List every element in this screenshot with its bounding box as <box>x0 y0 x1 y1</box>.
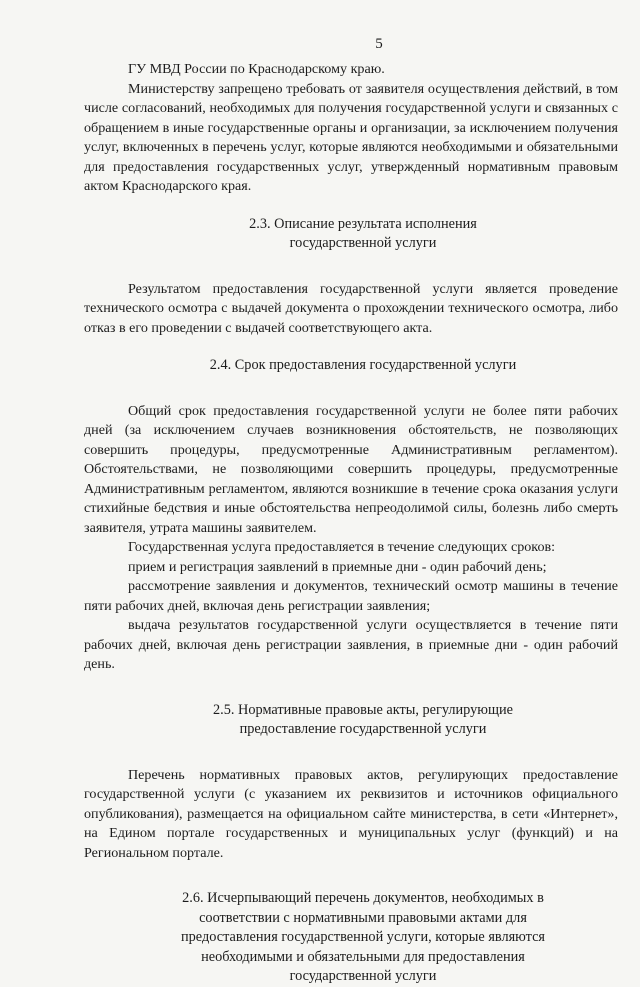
section-2-5-heading-line1: 2.5. Нормативные правовые акты, регулирующие <box>213 701 513 718</box>
section-2-6-heading-line4: необходимыми и обязательными для предоставления <box>201 948 525 965</box>
section-2-4-paragraph-3: прием и регистрация заявлений в приемные дни - один рабочий день; <box>128 558 547 575</box>
section-2-6-heading <box>84 889 618 987</box>
section-2-3-text: Результатом предоставления государственной услуги является проведение технического осмотра с выдачей документа о прохождении технического осмотра, либо отказ в его проведении с выдачей соответствующего акта. <box>84 280 618 336</box>
document-body <box>84 60 618 987</box>
paragraph-prohibition: Министерству запрещено требовать от заявителя осуществления действий, в том числе согласований, необходимых для получения государственной услуги и связанных с обращением в иные государственные органы и организации, за исключением получения услуг, включенных в перечень услуг, которые являются необходимыми и обязательными для предоставления государственных услуг, утвержденный нормативным правовым актом Краснодарского края. <box>84 80 618 194</box>
section-2-6-heading-line3: предоставления государственной услуги, которые являются <box>181 929 545 945</box>
section-2-4-paragraph-2: Государственная услуга предоставляется в течение следующих сроков: <box>128 539 556 555</box>
section-2-6-heading-line1: 2.6. Исчерпывающий перечень документов, необходимых в <box>182 890 544 906</box>
section-2-3-heading-line1: 2.3. Описание результата исполнения <box>249 215 477 232</box>
section-2-3-heading <box>84 215 618 254</box>
section-2-5-heading-line2: предоставление государственной услуги <box>239 721 487 737</box>
section-2-4-paragraph-4: рассмотрение заявления и документов, технический осмотр машины в течение пяти рабочих дней, включая день регистрации заявления; <box>84 578 618 614</box>
section-2-5-text: Перечень нормативных правовых актов, регулирующих предоставление государственной услуги (с указанием их реквизитов и источников официального опубликования), размещается на официальном сайте министерства, в сети «Интернет», на Едином портале государственных и муниципальных услуг (функций) и на Региональном портале. <box>84 766 618 861</box>
section-2-3-heading-line2: государственной услуги <box>289 235 437 251</box>
section-2-5-heading <box>84 701 618 740</box>
section-2-4-paragraph-1: Общий срок предоставления государственной услуги не более пяти рабочих дней (за исключением случаев возникновения обстоятельств, не позволяющих совершить процедуры, предусмотренные Административным регламентом). Обстоятельствами, не позволяющими совершить процедуры, предусмотренные Административным регламентом, являются возникшие в течение срока оказания услуги стихийные бедствия и иные обстоятельства непреодолимой силы, болезнь либо смерть заявителя, утрата машины заявителем. <box>84 402 618 536</box>
section-2-6-heading-line2: соответствии с нормативными правовыми актами для <box>199 909 527 926</box>
page-number: 5 <box>375 36 383 52</box>
section-2-4-heading: 2.4. Срок предоставления государственной услуги <box>209 357 517 373</box>
paragraph-authority: ГУ МВД России по Краснодарскому краю. <box>128 61 385 77</box>
section-2-4-paragraph-5: выдача результатов государственной услуги осуществляется в течение пяти рабочих дней, включая день регистрации заявления, в приемные дни - один рабочий день. <box>84 617 618 672</box>
section-2-6-heading-line5: государственной услуги <box>289 968 437 984</box>
